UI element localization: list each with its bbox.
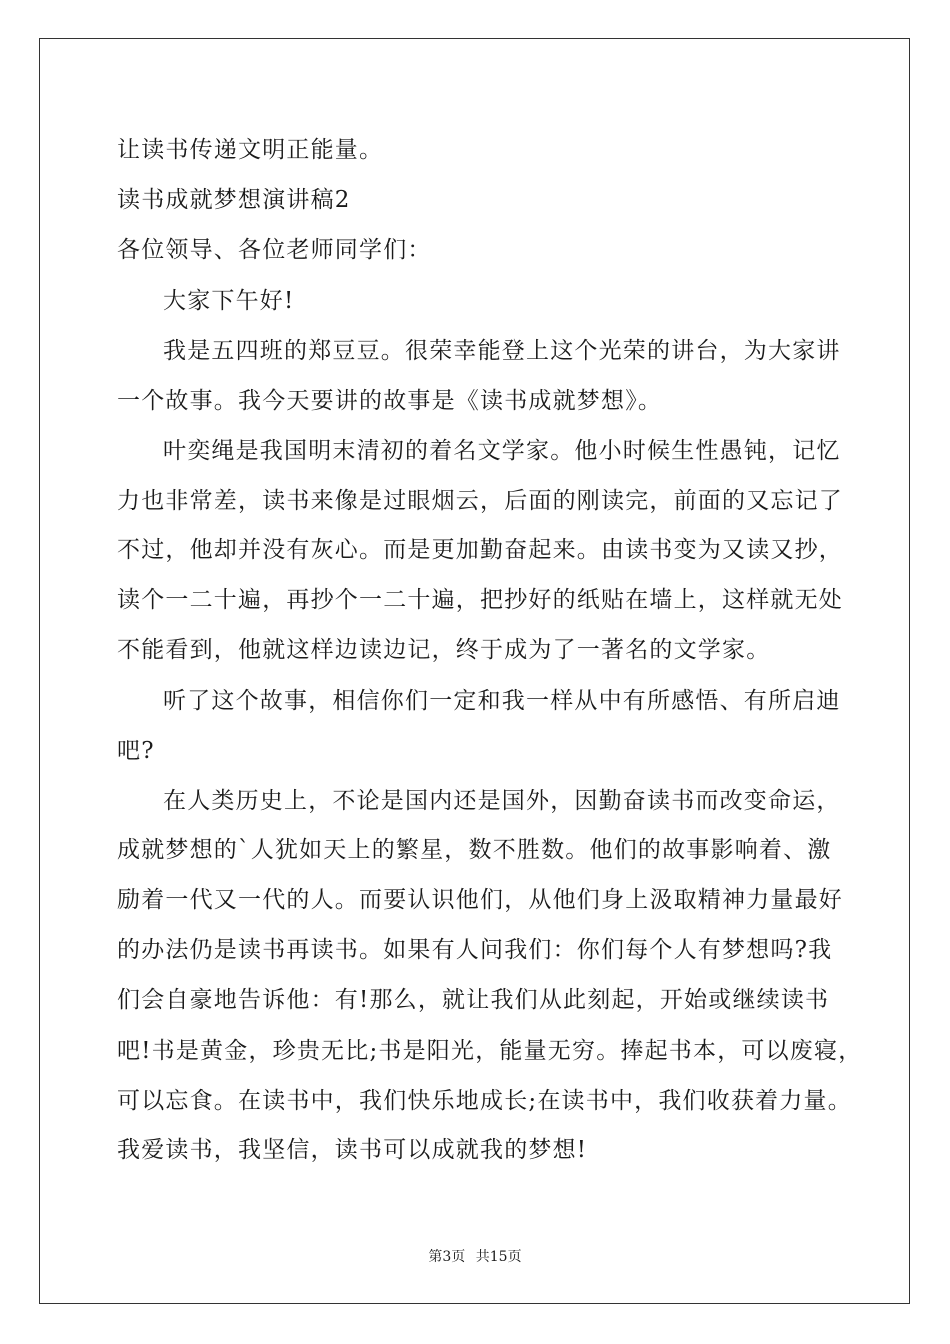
text-line: 不过，他却并没有灰心。而是更加勤奋起来。由读书变为又读又抄， [117,537,843,563]
text-line: 在人类历史上，不论是国内还是国外，因勤奋读书而改变命运， [163,788,841,814]
page-number: 第3页 [428,1249,466,1265]
text-line: 励着一代又一代的人。而要认识他们，从他们身上汲取精神力量最好 [117,887,843,913]
text-line: 不能看到，他就这样边读边记，终于成为了一著名的文学家。 [117,637,771,663]
text-line: 我爱读书，我坚信，读书可以成就我的梦想! [117,1137,588,1163]
section-title: 读书成就梦想演讲稿2 [117,187,351,213]
text-line: 成就梦想的`人犹如天上的繁星，数不胜数。他们的故事影响着、激 [117,837,832,863]
text-line: 一个故事。我今天要讲的故事是《读书成就梦想》。 [117,388,663,414]
page-footer [0,1248,950,1266]
text-line: 可以忘食。在读书中，我们快乐地成长;在读书中，我们收获着力量。 [117,1088,852,1114]
text-line: 我是五四班的郑豆豆。很荣幸能登上这个光荣的讲台，为大家讲 [163,338,841,364]
salutation: 各位领导、各位老师同学们： [117,237,432,263]
page-total: 共15页 [475,1249,522,1265]
text-line: 吧!书是黄金，珍贵无比;书是阳光，能量无穷。捧起书本，可以废寝， [117,1038,863,1064]
greeting: 大家下午好! [163,288,295,314]
text-line: 让读书传递文明正能量。 [117,137,384,163]
text-line: 力也非常差，读书来像是过眼烟云，后面的刚读完，前面的又忘记了 [117,488,843,514]
text-line: 叶奕绳是我国明末清初的着名文学家。他小时候生性愚钝，记忆 [163,438,841,464]
text-line: 们会自豪地告诉他：有!那么，就让我们从此刻起，开始或继续读书 [117,987,830,1013]
text-line: 听了这个故事，相信你们一定和我一样从中有所感悟、有所启迪 [163,688,841,714]
text-line: 的办法仍是读书再读书。如果有人问我们：你们每个人有梦想吗?我 [117,937,833,963]
text-line: 吧? [117,738,155,764]
text-line: 读个一二十遍，再抄个一二十遍，把抄好的纸贴在墙上，这样就无处 [117,587,843,613]
